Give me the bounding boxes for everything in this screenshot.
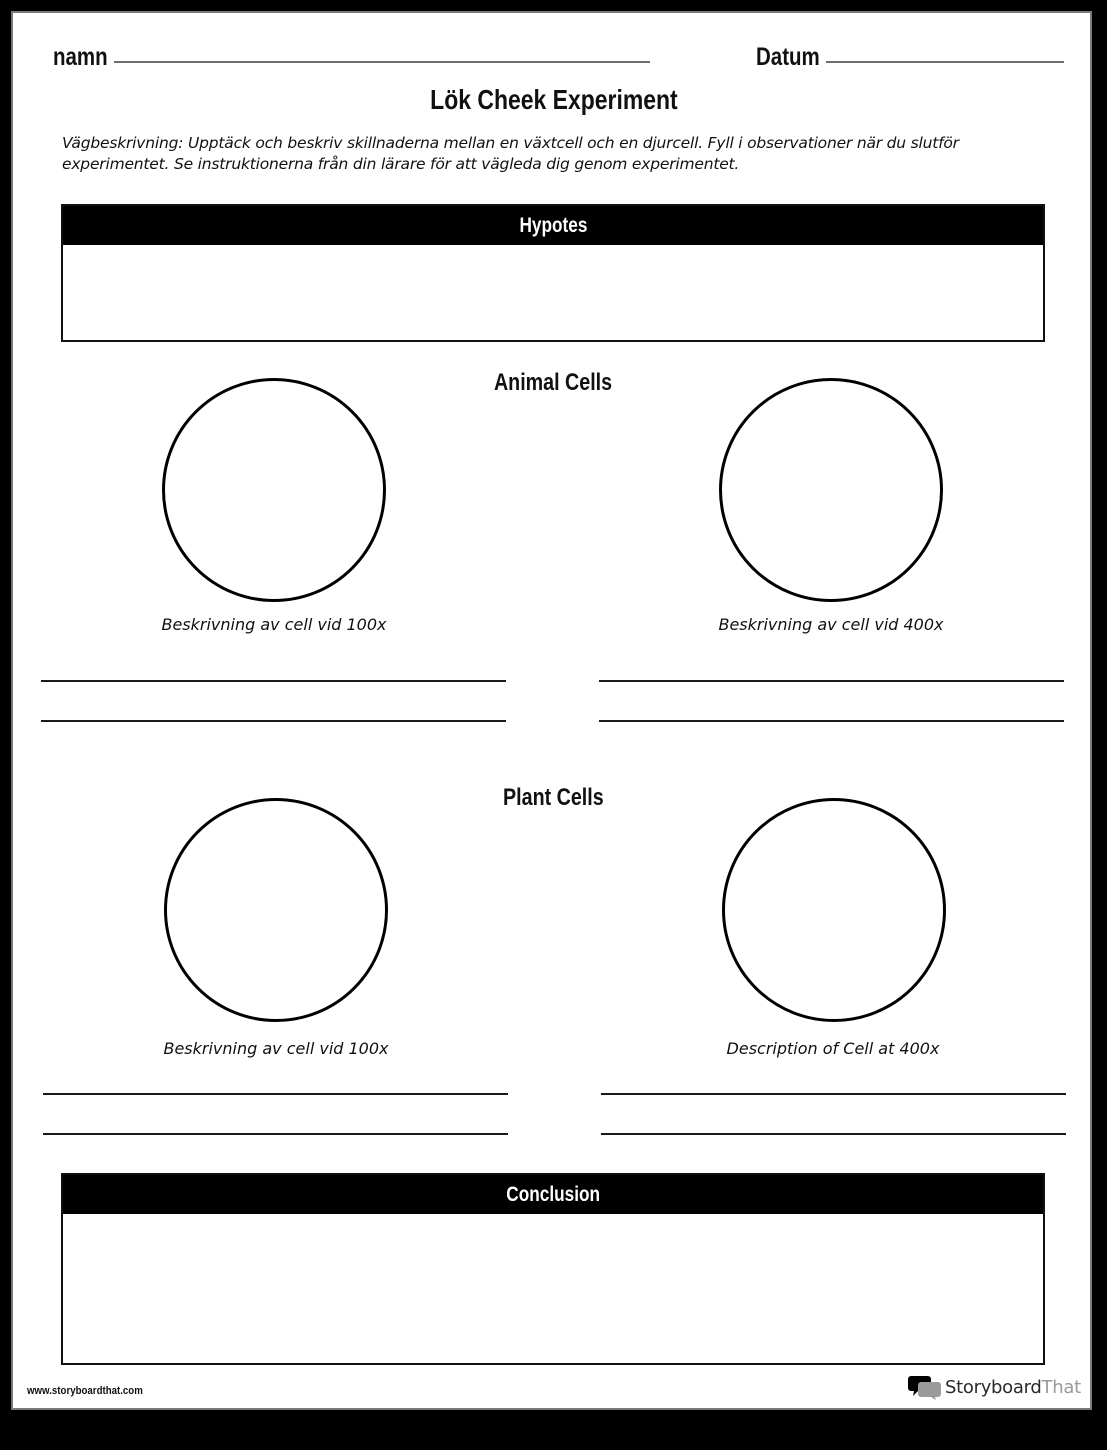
conclusion-heading: Conclusion	[506, 1183, 600, 1206]
hypothesis-header	[63, 206, 1043, 245]
plant-cells-heading-text: Plant Cells	[503, 784, 604, 811]
animal-100x-line-1[interactable]	[41, 680, 506, 682]
animal-cells-heading	[0, 369, 1107, 397]
page-title-text: Lök Cheek Experiment	[429, 84, 678, 115]
plant-cell-400x-drawing-area[interactable]	[722, 798, 946, 1022]
plant-100x-line-1[interactable]	[43, 1093, 508, 1095]
hypothesis-heading: Hypotes	[519, 214, 587, 237]
hypothesis-box	[61, 204, 1045, 342]
animal-100x-line-2[interactable]	[41, 720, 506, 722]
plant-400x-line-1[interactable]	[601, 1093, 1066, 1095]
plant-cell-100x-caption: Beskrivning av cell vid 100x	[163, 1039, 389, 1058]
plant-cell-400x-caption: Description of Cell at 400x	[726, 1039, 940, 1058]
page-title	[0, 84, 1107, 116]
animal-cells-heading-text: Animal Cells	[494, 369, 613, 396]
animal-cell-100x-drawing-area[interactable]	[162, 378, 386, 602]
conclusion-input-area[interactable]	[63, 1214, 1043, 1363]
hypothesis-input-area[interactable]	[63, 245, 1043, 340]
name-field[interactable]	[114, 61, 650, 63]
date-label: Datum	[756, 43, 820, 71]
storyboardthat-logo	[908, 1373, 1081, 1401]
logo-text-that: That	[1041, 1376, 1081, 1398]
name-label: namn	[53, 43, 108, 71]
logo-wordmark	[945, 1377, 1081, 1398]
conclusion-header	[63, 1175, 1043, 1214]
plant-cells-heading	[0, 784, 1107, 812]
animal-400x-line-1[interactable]	[599, 680, 1064, 682]
logo-text-storyboard: Storyboard	[945, 1376, 1042, 1398]
footer-url: www.storyboardthat.com	[27, 1385, 143, 1397]
conclusion-box	[61, 1173, 1045, 1365]
instructions-text: Vägbeskrivning: Upptäck och beskriv skillnaderna mellan en växtcell och en djurcell. Fyll i observationer när du slutför experimentet. Se instruktionerna från din lärare för att vägleda dig genom experimentet.	[62, 134, 959, 173]
animal-cell-400x-caption: Beskrivning av cell vid 400x	[718, 615, 944, 634]
date-field[interactable]	[826, 61, 1064, 63]
speech-bubbles-icon	[908, 1374, 942, 1400]
plant-400x-line-2[interactable]	[601, 1133, 1066, 1135]
animal-cell-400x-drawing-area[interactable]	[719, 378, 943, 602]
plant-cell-100x-drawing-area[interactable]	[164, 798, 388, 1022]
animal-cell-100x-caption: Beskrivning av cell vid 100x	[161, 615, 387, 634]
plant-100x-line-2[interactable]	[43, 1133, 508, 1135]
animal-400x-line-2[interactable]	[599, 720, 1064, 722]
